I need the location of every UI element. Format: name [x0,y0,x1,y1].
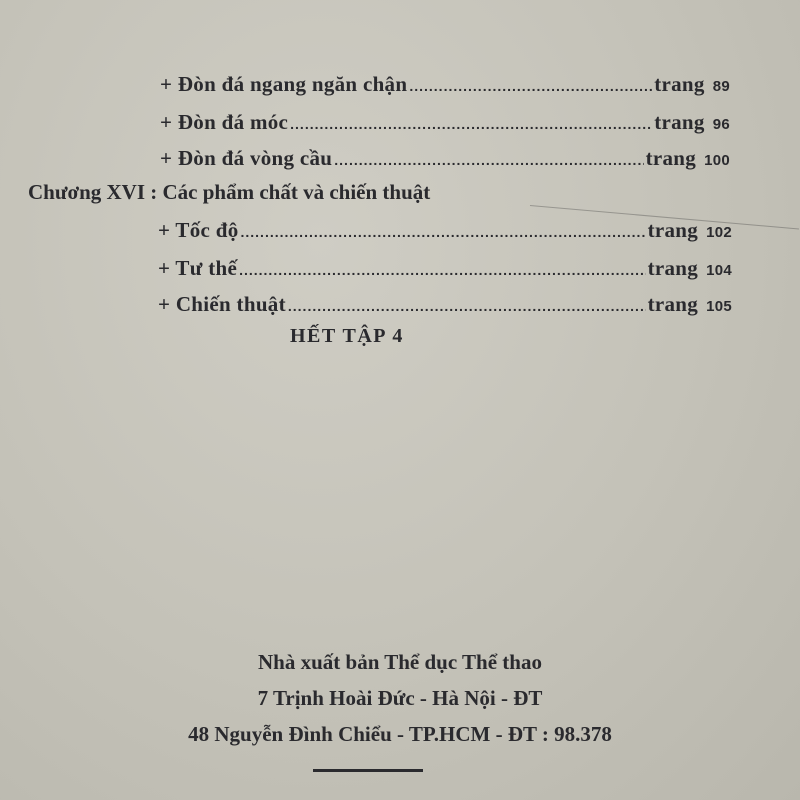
toc-entry-page-word: trang [654,110,705,134]
toc-entry-page: 96 [712,116,730,133]
toc-entry-page: 100 [704,152,730,169]
toc-entry-label: + Tốc độ [158,218,239,242]
toc-leader-dots [239,262,645,278]
toc-entry-page: 104 [706,262,732,279]
toc-entry-label: + Tư thế [158,256,238,280]
end-of-volume-mark: HẾT TẬP 4 [290,325,404,347]
publisher-address-hanoi: 7 Trịnh Hoài Đức - Hà Nội - ĐT [257,686,543,710]
publisher-address-hcm: 48 Nguyễn Đình Chiểu - TP.HCM - ĐT : 98.378 [188,722,612,746]
chapter-heading: Chương XVI : Các phẩm chất và chiến thuật [28,180,431,204]
publisher-name: Nhà xuất bản Thể dục Thể thao [258,650,542,674]
toc-entry-label: + Đòn đá vòng cầu [160,146,333,170]
toc-entry-page: 105 [706,298,732,315]
toc-leader-dots [290,116,652,132]
toc-entry-page-word: trang [645,146,697,170]
toc-entry-page-word: trang [654,72,705,96]
toc-entry-page-word: trang [647,256,699,280]
toc-entry-page-word: trang [647,292,699,316]
toc-entry-label: + Đòn đá móc [160,110,289,134]
toc-entry-page: 102 [706,224,732,241]
toc-entry [160,72,730,97]
toc-entry-label: + Đòn đá ngang ngăn chận [160,72,408,96]
toc-entry [158,292,732,317]
toc-entry-label: + Chiến thuật [158,292,286,316]
toc-leader-dots [409,78,652,94]
toc-leader-dots [288,298,646,314]
toc-entry [160,110,730,135]
toc-leader-dots [334,152,643,168]
toc-entry [158,218,732,243]
toc-entry-page-word: trang [647,218,699,242]
divider-rule [313,769,423,772]
toc-entry-page: 89 [712,78,730,95]
toc-leader-dots [241,224,646,240]
toc-entry [160,146,730,171]
toc-entry [158,256,732,281]
